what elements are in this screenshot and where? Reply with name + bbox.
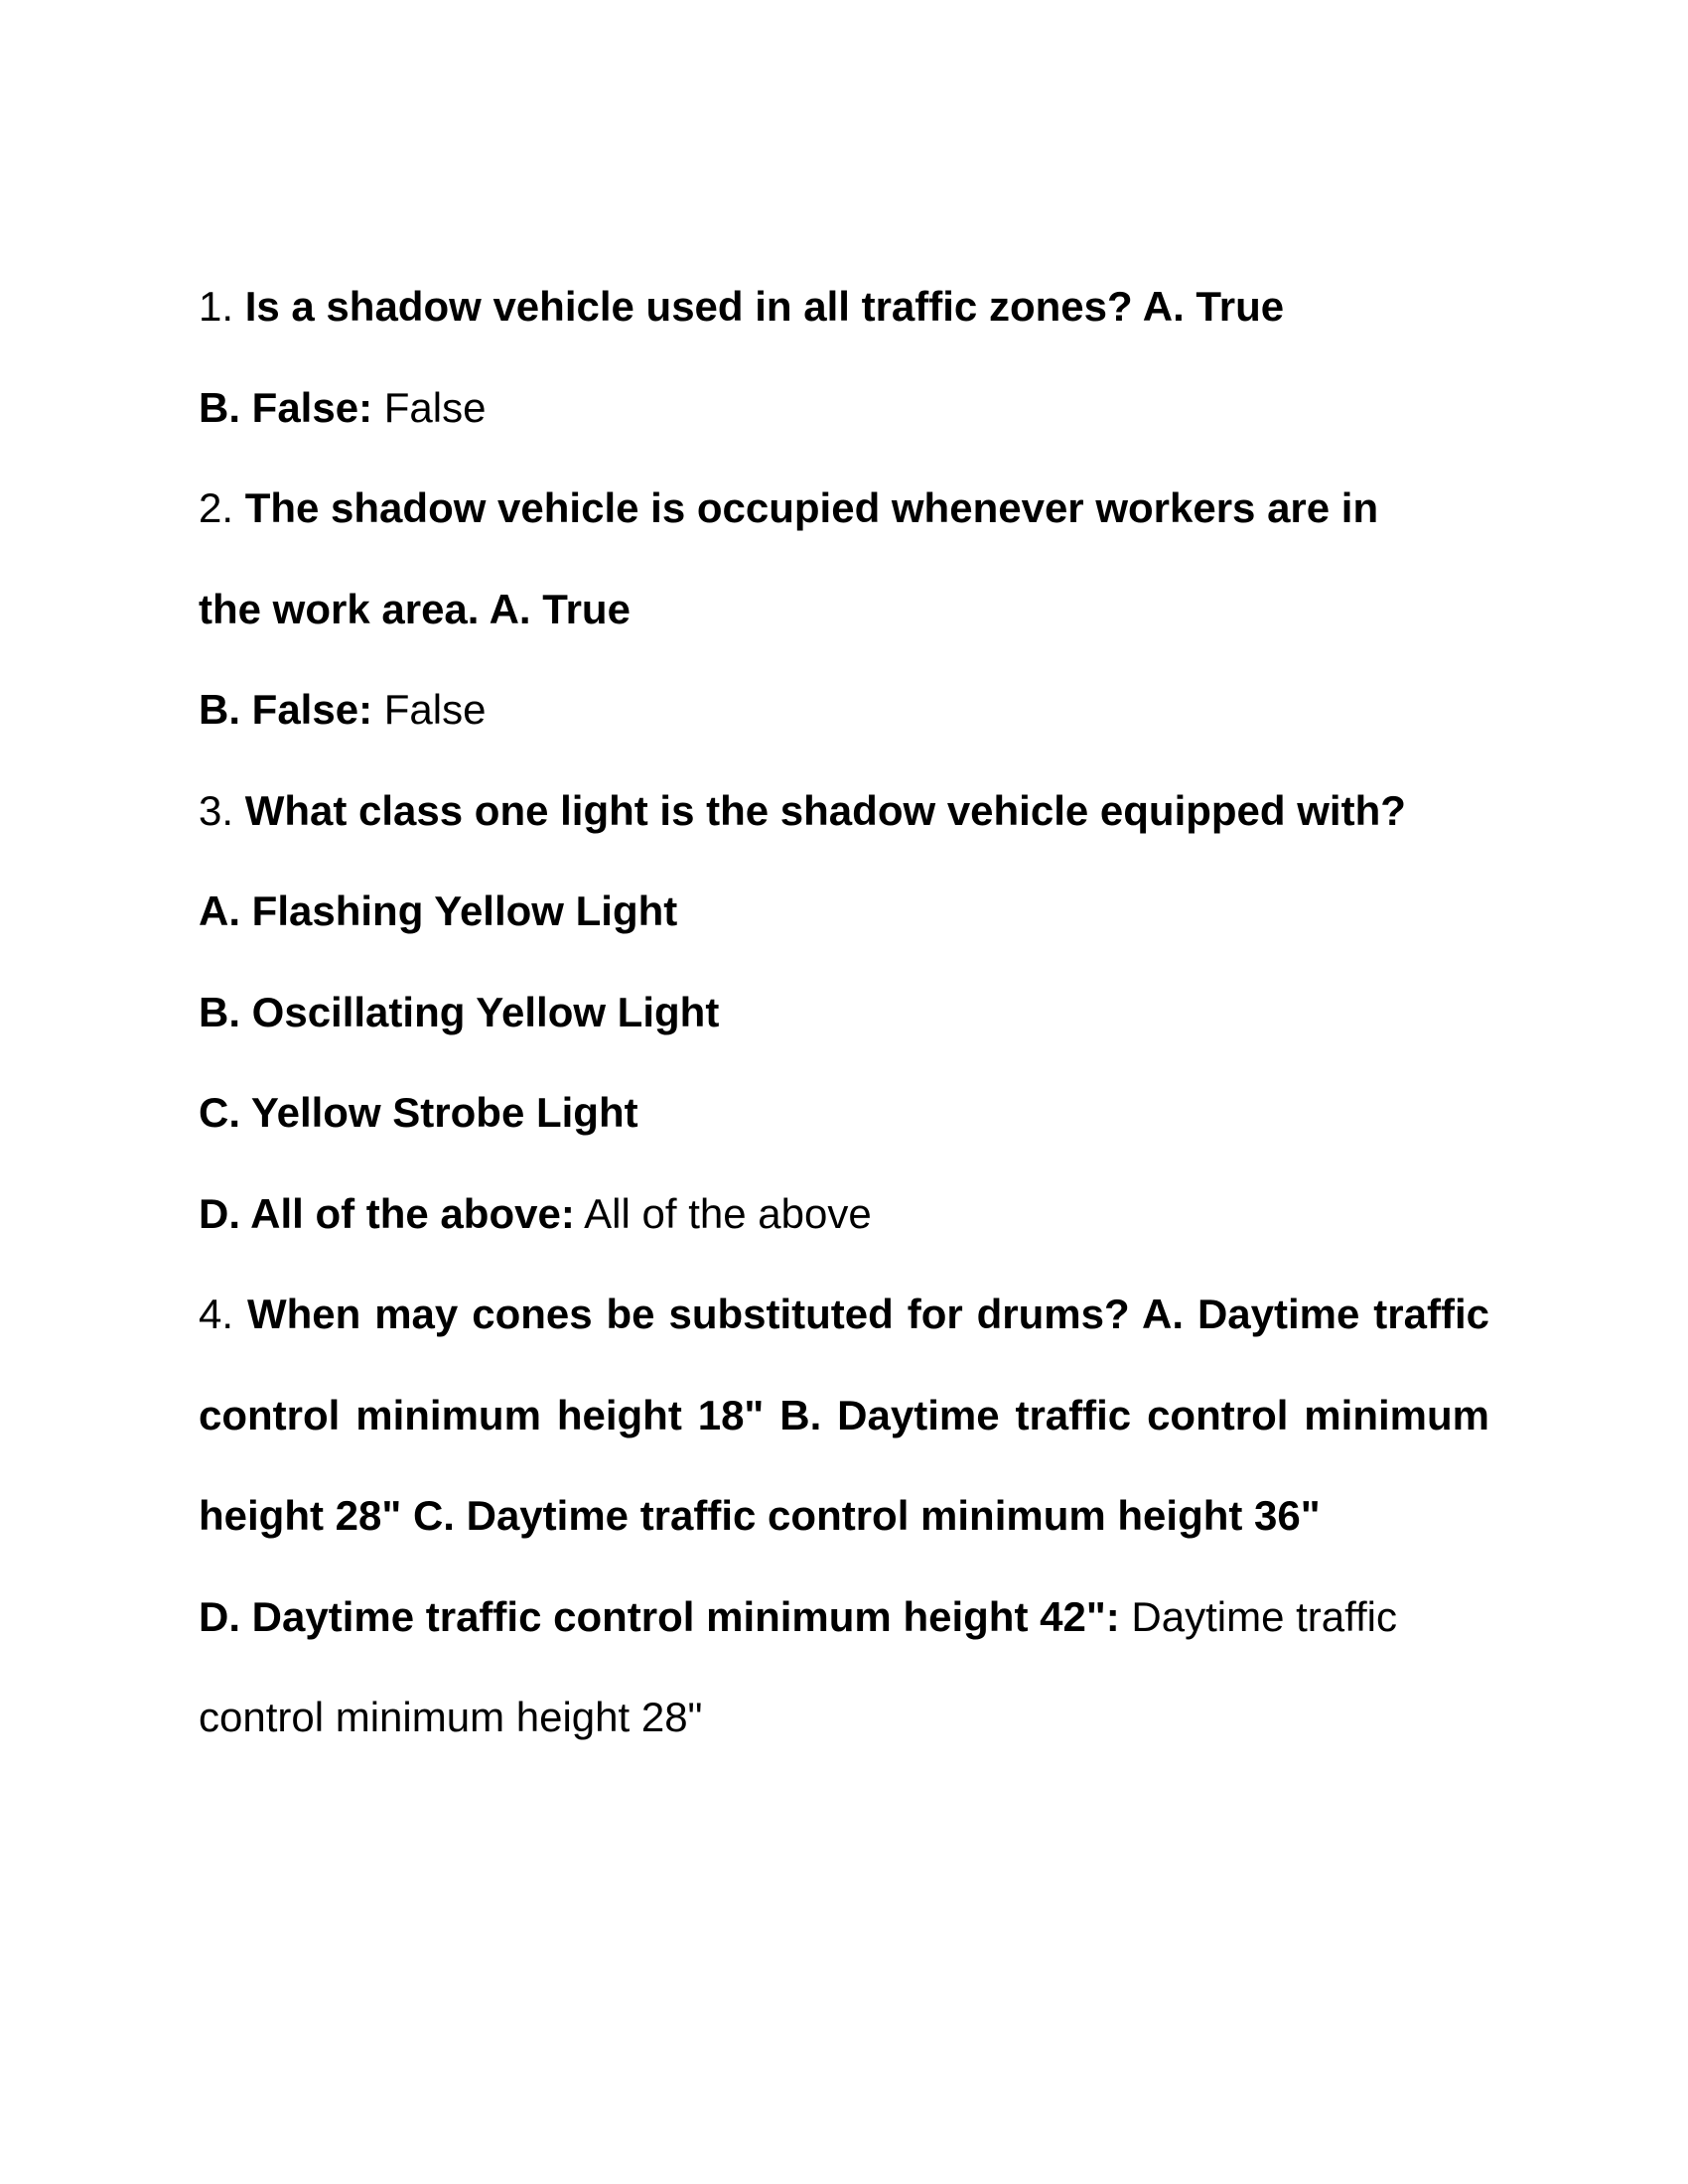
question-1 — [199, 256, 1489, 357]
question-number: 4. — [199, 1291, 234, 1337]
answer-4-cont — [199, 1667, 1489, 1768]
option-label: D. All of the above: — [199, 1189, 575, 1237]
question-text: Is a shadow vehicle used in all traffic zones? A. True — [244, 283, 1285, 330]
option-c — [199, 1062, 1489, 1163]
question-number: 1. — [199, 283, 234, 330]
option-text: C. Yellow Strobe Light — [199, 1089, 638, 1136]
question-3 — [199, 760, 1489, 862]
question-text: The shadow vehicle is occupied whenever workers are in — [244, 484, 1379, 531]
answer-text: control minimum height 28" — [199, 1694, 703, 1740]
answer-4 — [199, 1567, 1489, 1668]
answer-1 — [199, 357, 1489, 459]
question-2-cont — [199, 559, 1489, 660]
answer-2 — [199, 659, 1489, 760]
answer-text: False — [383, 686, 487, 733]
question-text: What class one light is the shadow vehicle equipped with? — [244, 786, 1406, 834]
option-b — [199, 962, 1489, 1063]
option-text: A. Flashing Yellow Light — [199, 887, 678, 934]
answer-text: False — [383, 383, 487, 431]
answer-text: All of the above — [584, 1189, 872, 1237]
question-text: the work area. A. True — [199, 585, 631, 632]
question-number: 3. — [199, 786, 234, 834]
answer-text: Daytime traffic — [1131, 1592, 1398, 1640]
question-number: 2. — [199, 484, 234, 531]
option-a — [199, 861, 1489, 962]
answer-3 — [199, 1163, 1489, 1265]
option-label: B. False: — [199, 686, 373, 733]
document-page — [199, 256, 1489, 1768]
question-text: When may cones be substituted for drums? A. Daytime traffic control minimum height 18" B. Daytime traffic control minimum height 28" C. Daytime traffic control minimum height 36" — [199, 1291, 1489, 1539]
option-label: B. False: — [199, 383, 373, 431]
question-2 — [199, 458, 1489, 559]
option-label: D. Daytime traffic control minimum height 42": — [199, 1592, 1120, 1640]
option-text: B. Oscillating Yellow Light — [199, 988, 720, 1035]
question-4 — [199, 1264, 1489, 1567]
